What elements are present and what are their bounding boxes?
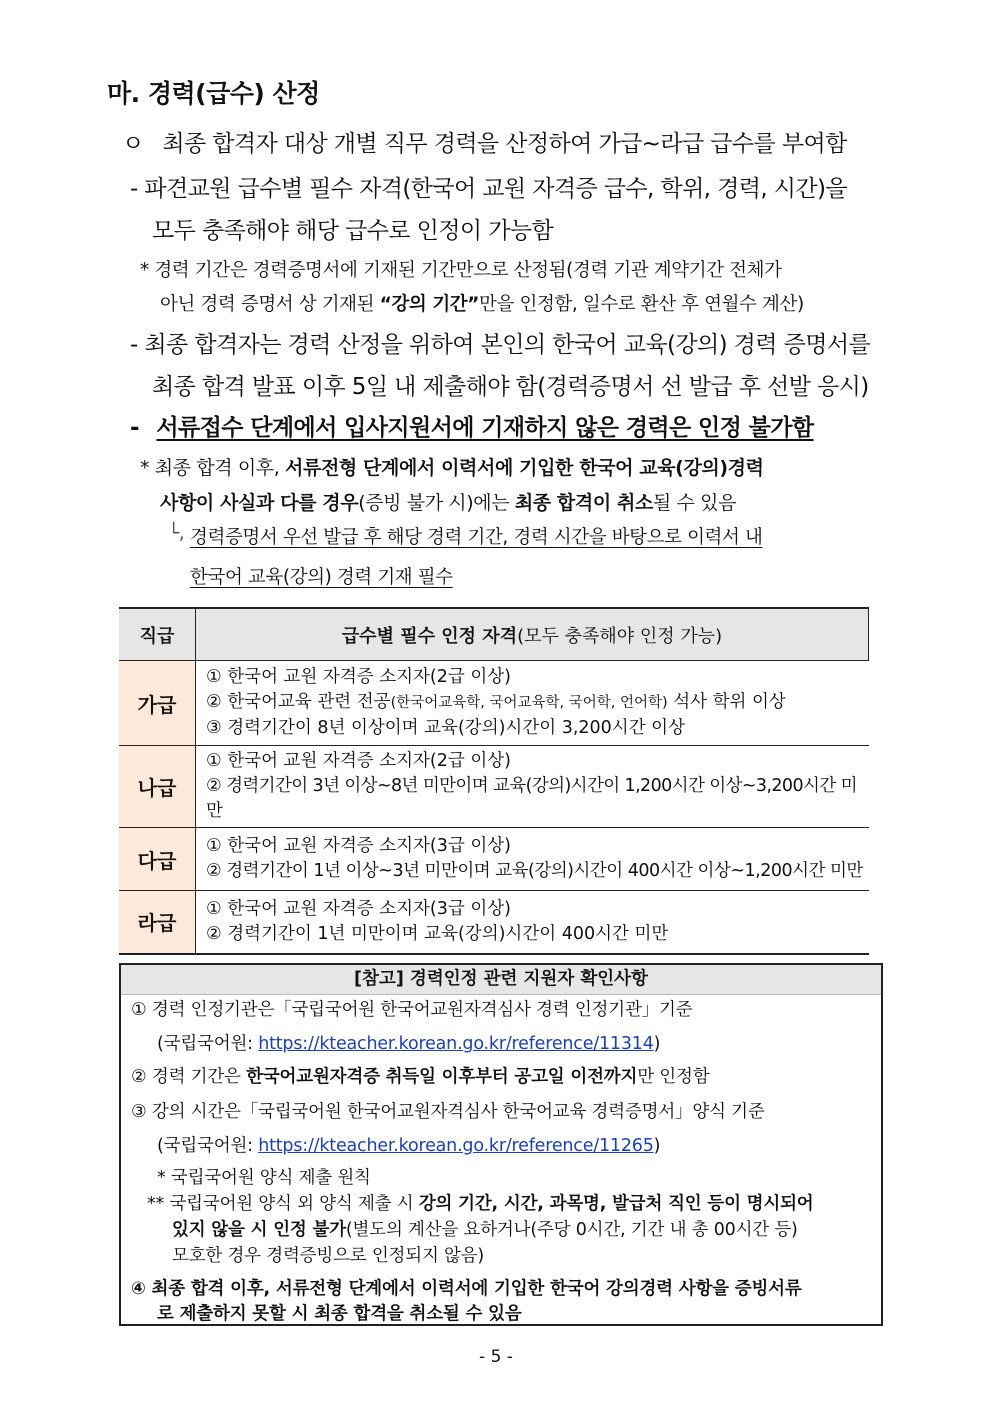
ref-note-b-line2: 있지 않을 시 인정 불가(별도의 계산을 요하거나(주당 0시간, 기간 내 총 00시간 등) — [172, 1220, 798, 1240]
note2-line1-pre: * 최종 합격 이후, — [140, 457, 286, 479]
requirements-cell — [196, 828, 869, 891]
note1-line2-bold: “강의 기간” — [379, 294, 480, 315]
note2-line2-post: 될 수 있음 — [652, 492, 737, 514]
ref-item1-source: (국립국어원: https://kteacher.korean.go.kr/reference/11314) — [157, 1034, 661, 1054]
dash2-line1: - 최종 합격자는 경력 산정을 위하여 본인의 한국어 교육(강의) 경력 증명서를 — [130, 332, 871, 358]
ref-item3-source: (국립국어원: https://kteacher.korean.go.kr/reference/11265) — [157, 1136, 661, 1156]
note2-line2 — [160, 488, 736, 515]
bullet-mark: ㅇ — [122, 131, 144, 157]
header-req-bold: 급수별 필수 인정 자격 — [341, 625, 518, 647]
table-row — [119, 746, 869, 828]
dash3-text: 서류접수 단계에서 입사지원서에 기재하지 않은 경력은 인정 불가함 — [156, 415, 814, 441]
section-heading: 마. 경력(급수) 산정 — [107, 79, 320, 108]
dash1-line1: - 파견교원 급수별 필수 자격(한국어 교원 자격증 급수, 학위, 경력, 시간)을 — [130, 176, 847, 202]
requirement-item: ③ 경력기간이 8년 이상이며 교육(강의)시간이 3,200시간 이상 — [206, 718, 685, 738]
subnote-mark: └, — [168, 523, 185, 544]
ref-item4-line1: ④ 최종 합격 이후, 서류전형 단계에서 이력서에 기입한 한국어 강의경력 사항을 증빙서류 — [131, 1279, 802, 1299]
note2-line1-bold: 서류전형 단계에서 이력서에 기입한 한국어 교육(강의)경력 — [285, 457, 764, 479]
main-bullet-text: 최종 합격자 대상 개별 직무 경력을 산정하여 가급~라급 급수를 부여함 — [162, 131, 847, 157]
requirement-item: ② 경력기간이 3년 이상~8년 미만이며 교육(강의)시간이 1,200시간 이상~3,200시간 미만 — [206, 776, 857, 821]
requirement-item: ① 한국어 교원 자격증 소지자(3급 이상) — [206, 836, 511, 856]
subnote-line2: 한국어 교육(강의) 경력 기재 필수 — [190, 567, 453, 588]
ref-note-b-line1: ** 국립국어원 양식 외 양식 제출 시 강의 기간, 시간, 과목명, 발급처 직인 등이 명시되어 — [147, 1194, 814, 1214]
table-header-row — [119, 608, 869, 661]
requirement-item: ① 한국어 교원 자격증 소지자(2급 이상) — [206, 751, 511, 771]
grade-cell: 라급 — [119, 891, 196, 954]
requirements-cell — [196, 746, 869, 828]
requirement-item: ① 한국어 교원 자격증 소지자(3급 이상) — [206, 898, 511, 919]
note1-line2-pre: 아닌 경력 증명서 상 기재된 — [160, 294, 380, 315]
grade-cell: 가급 — [119, 661, 196, 746]
ref-item2: ② 경력 기간은 한국어교원자격증 취득일 이후부터 공고일 이전까지만 인정함 — [131, 1067, 710, 1087]
ref-link-11314[interactable]: https://kteacher.korean.go.kr/reference/11314 — [258, 1034, 654, 1054]
requirement-item: ① 한국어 교원 자격증 소지자(2급 이상) — [206, 667, 511, 687]
table-row — [119, 661, 869, 746]
header-grade: 직급 — [119, 608, 196, 661]
table-row — [119, 828, 869, 891]
dash3 — [130, 409, 814, 442]
note2-line2-bold1: 사항이 사실과 다를 경우 — [160, 492, 359, 514]
ref-item3: ③ 강의 시간은「국립국어원 한국어교원자격심사 한국어교육 경력증명서」양식 기준 — [131, 1102, 765, 1122]
note2-line1 — [140, 453, 764, 480]
ref-item1: ① 경력 인정기관은「국립국어원 한국어교원자격심사 경력 인정기관」기준 — [131, 1000, 693, 1020]
reference-box — [119, 963, 883, 1326]
grade-cell: 다급 — [119, 828, 196, 891]
page-number: - 5 - — [479, 1347, 513, 1367]
requirements-cell — [196, 891, 869, 954]
dash3-mark: - — [130, 415, 139, 441]
header-requirements — [196, 608, 869, 661]
requirements-cell — [196, 661, 869, 746]
requirement-item: ② 경력기간이 1년 미만이며 교육(강의)시간이 400시간 미만 — [206, 923, 669, 944]
header-req-note: (모두 충족해야 인정 가능) — [517, 625, 723, 647]
main-bullet — [122, 125, 847, 158]
requirement-item: ② 한국어교육 관련 전공(한국어교육학, 국어교육학, 국어학, 언어학) 석사 학위 이상 — [206, 692, 786, 712]
ref-note-a: * 국립국어원 양식 제출 원칙 — [157, 1168, 371, 1188]
note1-line2-post: 만을 인정함, 일수로 환산 후 연월수 계산) — [479, 294, 804, 315]
ref-item4-line2: 로 제출하지 못할 시 최종 합격을 취소될 수 있음 — [157, 1304, 522, 1324]
ref-link-11265[interactable]: https://kteacher.korean.go.kr/reference/11265 — [258, 1136, 654, 1156]
subnote-line1: 경력증명서 우선 발급 후 해당 경력 기간, 경력 시간을 바탕으로 이력서 내 — [190, 527, 763, 548]
grade-requirements-table — [119, 607, 869, 955]
dash2-line2: 최종 합격 발표 이후 5일 내 제출해야 함(경력증명서 선 발급 후 선발 응시) — [152, 374, 869, 400]
note2-line2-mid: (증빙 불가 시)에는 — [358, 492, 515, 514]
requirement-item: ② 경력기간이 1년 이상~3년 미만이며 교육(강의)시간이 400시간 이상~1,200시간 미만 — [206, 861, 863, 881]
dash1-line2: 모두 충족해야 해당 급수로 인정이 가능함 — [152, 218, 554, 244]
table-row — [119, 891, 869, 954]
note2-line2-bold2: 최종 합격이 취소 — [514, 492, 653, 514]
ref-note-b-line3: 모호한 경우 경력증빙으로 인정되지 않음) — [172, 1246, 485, 1266]
grade-cell: 나급 — [119, 746, 196, 828]
note1-line2 — [160, 290, 804, 316]
note1-line1: * 경력 기간은 경력증명서에 기재된 기간만으로 산정됨(경력 기관 계약기간 전체가 — [140, 260, 782, 281]
reference-title: [참고] 경력인정 관련 지원자 확인사항 — [121, 965, 881, 995]
